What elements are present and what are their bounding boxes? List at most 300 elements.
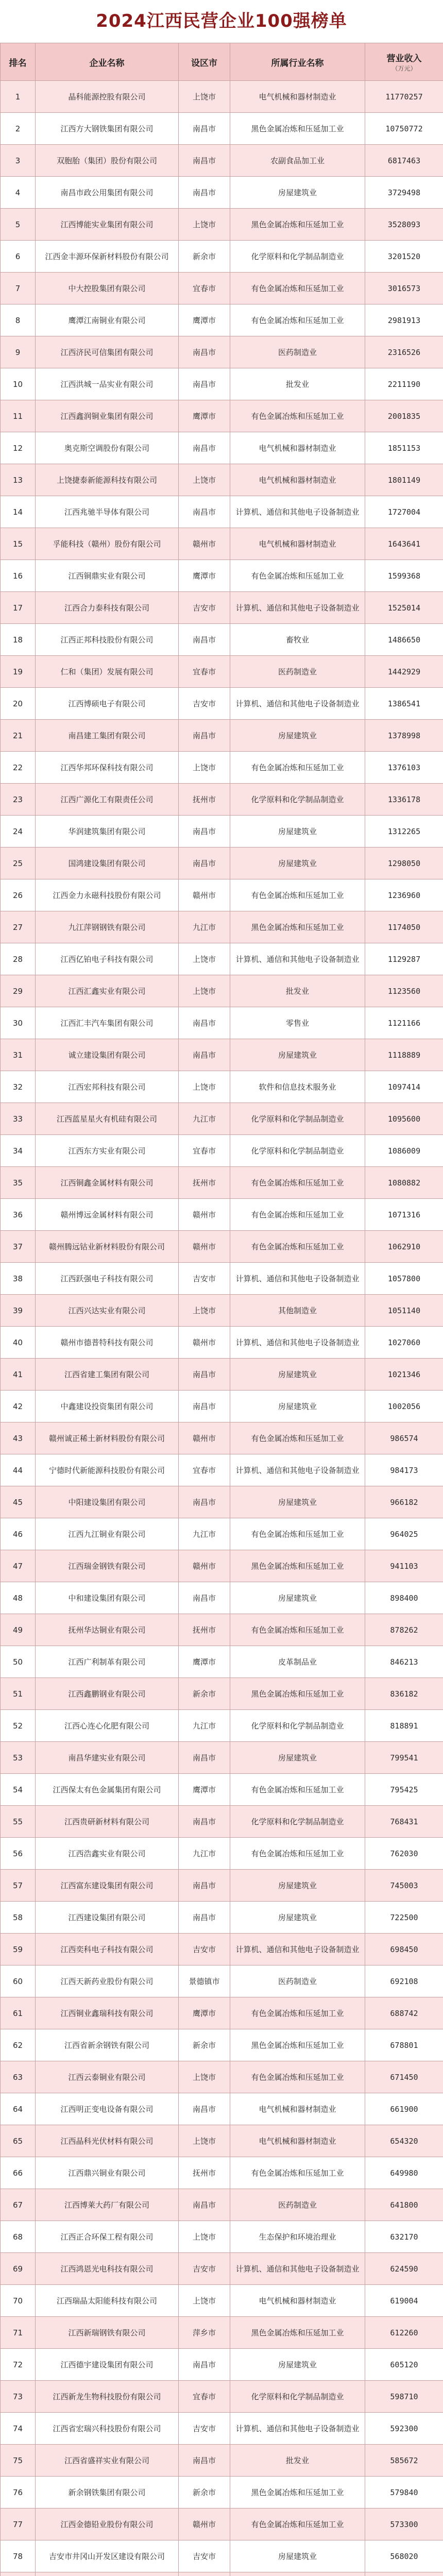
revenue-cell: 1051140	[365, 1295, 443, 1327]
rank-cell: 53	[1, 1742, 36, 1774]
industry-cell: 房屋建筑业	[230, 1359, 365, 1391]
industry-cell: 软件和信息技术服务业	[230, 1071, 365, 1103]
table-row	[1, 1454, 443, 1486]
table-row	[1, 400, 443, 432]
rank-cell: 69	[1, 2253, 36, 2285]
revenue-cell: 641800	[365, 2189, 443, 2221]
city-cell: 赣州市	[179, 1199, 230, 1231]
rank-cell: 42	[1, 1391, 36, 1422]
rank-cell: 72	[1, 2349, 36, 2381]
rank-cell: 8	[1, 304, 36, 336]
revenue-cell: 878262	[365, 1614, 443, 1646]
industry-cell: 电气机械和器材制造业	[230, 81, 365, 113]
table-row	[1, 2125, 443, 2157]
rank-cell: 46	[1, 1518, 36, 1550]
city-cell: 南昌市	[179, 2093, 230, 2125]
company-name-cell: 赣州腾远钴业新材料股份有限公司	[36, 1231, 179, 1263]
revenue-cell: 768431	[365, 1806, 443, 1838]
city-cell: 吉安市	[179, 1263, 230, 1295]
city-cell: 九江市	[179, 1838, 230, 1870]
industry-cell: 房屋建筑业	[230, 2349, 365, 2381]
city-cell: 上饶市	[179, 2125, 230, 2157]
table-row	[1, 1646, 443, 1678]
revenue-cell: 1599368	[365, 560, 443, 592]
company-name-cell: 江西省宏瑞兴科技股份有限公司	[36, 2413, 179, 2445]
rank-cell: 58	[1, 1902, 36, 1934]
industry-cell: 生态保护和环境治理业	[230, 2221, 365, 2253]
city-cell: 南昌市	[179, 1391, 230, 1422]
table-row	[1, 1007, 443, 1039]
city-cell: 赣州市	[179, 528, 230, 560]
industry-cell: 畜牧业	[230, 624, 365, 656]
table-row	[1, 2221, 443, 2253]
table-row	[1, 528, 443, 560]
industry-cell: 黑色金属冶炼和压延加工业	[230, 209, 365, 241]
revenue-cell: 1312265	[365, 816, 443, 848]
company-name-cell: 宁德时代新能源科技股份有限公司	[36, 1454, 179, 1486]
company-name-cell: 上饶捷泰新能源科技有限公司	[36, 464, 179, 496]
rank-cell: 56	[1, 1838, 36, 1870]
table-row	[1, 1135, 443, 1167]
rank-cell: 68	[1, 2221, 36, 2253]
table-row	[1, 2445, 443, 2477]
industry-cell: 计算机、通信和其他电子设备制造业	[230, 1263, 365, 1295]
rank-cell: 14	[1, 496, 36, 528]
city-cell: 南昌市	[179, 368, 230, 400]
industry-cell: 有色金属冶炼和压延加工业	[230, 1167, 365, 1199]
rank-cell: 3	[1, 145, 36, 177]
rank-cell: 44	[1, 1454, 36, 1486]
company-name-cell: 孚能科技（赣州）股份有限公司	[36, 528, 179, 560]
city-cell: 宜春市	[179, 1454, 230, 1486]
revenue-cell: 698450	[365, 1934, 443, 1965]
rank-cell: 30	[1, 1007, 36, 1039]
rank-cell: 76	[1, 2477, 36, 2509]
rank-cell: 37	[1, 1231, 36, 1263]
industry-cell: 房屋建筑业	[230, 1486, 365, 1518]
revenue-cell: 3729498	[365, 177, 443, 209]
table-row	[1, 113, 443, 145]
city-cell: 新余市	[179, 2029, 230, 2061]
industry-cell: 黑色金属冶炼和压延加工业	[230, 1550, 365, 1582]
company-name-cell: 晶科能源控股有限公司	[36, 81, 179, 113]
industry-cell: 医药制造业	[230, 336, 365, 368]
revenue-cell: 1486650	[365, 624, 443, 656]
rank-cell: 25	[1, 848, 36, 879]
revenue-cell: 984173	[365, 1454, 443, 1486]
company-name-cell: 中鑫建设投资集团有限公司	[36, 1391, 179, 1422]
industry-cell: 化学原料和化学制品制造业	[230, 1806, 365, 1838]
industry-cell: 医药制造业	[230, 2189, 365, 2221]
industry-cell: 批发业	[230, 368, 365, 400]
company-name-cell: 中大控股集团有限公司	[36, 273, 179, 304]
rank-cell: 24	[1, 816, 36, 848]
company-name-cell: 江西亿铂电子科技有限公司	[36, 943, 179, 975]
city-cell: 赣州市	[179, 1327, 230, 1359]
industry-cell: 房屋建筑业	[230, 1742, 365, 1774]
table-row	[1, 1486, 443, 1518]
company-name-cell: 江西省盛祥实业有限公司	[36, 2445, 179, 2477]
table-row	[1, 2253, 443, 2285]
table-row	[1, 2317, 443, 2349]
city-cell	[179, 2572, 230, 2576]
revenue-cell: 619004	[365, 2285, 443, 2317]
city-cell: 九江市	[179, 911, 230, 943]
rank-cell: 39	[1, 1295, 36, 1327]
table-row	[1, 1231, 443, 1263]
table-row	[1, 879, 443, 911]
company-name-cell: 江西鼎兴铜业有限公司	[36, 2157, 179, 2189]
industry-cell: 有色金属冶炼和压延加工业	[230, 2157, 365, 2189]
industry-cell: 房屋建筑业	[230, 177, 365, 209]
industry-cell: 化学原料和化学制品制造业	[230, 1710, 365, 1742]
industry-cell: 房屋建筑业	[230, 1870, 365, 1902]
industry-cell: 计算机、通信和其他电子设备制造业	[230, 688, 365, 720]
revenue-cell: 3201520	[365, 241, 443, 273]
revenue-cell: 1378998	[365, 720, 443, 752]
rank-cell: 2	[1, 113, 36, 145]
table-row	[1, 1550, 443, 1582]
industry-cell: 黑色金属冶炼和压延加工业	[230, 2029, 365, 2061]
company-name-cell: 江西正邦科技股份有限公司	[36, 624, 179, 656]
rank-cell: 75	[1, 2445, 36, 2477]
city-cell: 上饶市	[179, 2285, 230, 2317]
industry-cell: 房屋建筑业	[230, 1582, 365, 1614]
city-cell: 南昌市	[179, 1007, 230, 1039]
industry-cell: 计算机、通信和其他电子设备制造业	[230, 1454, 365, 1486]
revenue-cell: 836182	[365, 1678, 443, 1710]
company-name-cell: 江西博硕电子有限公司	[36, 688, 179, 720]
revenue-cell: 568020	[365, 2540, 443, 2572]
revenue-cell: 1002056	[365, 1391, 443, 1422]
table-row	[1, 2061, 443, 2093]
company-name-cell: 江西蓝星星火有机硅有限公司	[36, 1103, 179, 1135]
rank-cell: 59	[1, 1934, 36, 1965]
table-row	[1, 975, 443, 1007]
industry-cell: 计算机、通信和其他电子设备制造业	[230, 592, 365, 624]
industry-cell: 电气机械和器材制造业	[230, 2125, 365, 2157]
industry-cell: 黑色金属冶炼和压延加工业	[230, 113, 365, 145]
city-cell: 鹰潭市	[179, 400, 230, 432]
industry-cell: 有色金属冶炼和压延加工业	[230, 400, 365, 432]
city-cell: 南昌市	[179, 496, 230, 528]
company-name-cell: 中和建设集团有限公司	[36, 1582, 179, 1614]
rank-cell: 62	[1, 2029, 36, 2061]
revenue-cell: 3016573	[365, 273, 443, 304]
city-cell: 南昌市	[179, 2445, 230, 2477]
revenue-cell: 986574	[365, 1422, 443, 1454]
industry-cell: 有色金属冶炼和压延加工业	[230, 752, 365, 784]
table-row	[1, 624, 443, 656]
company-name-cell: 江西广利制革有限公司	[36, 1646, 179, 1678]
industry-cell: 计算机、通信和其他电子设备制造业	[230, 2253, 365, 2285]
rank-cell: 35	[1, 1167, 36, 1199]
company-name-cell: 江西瑞晶太阳能科技有限公司	[36, 2285, 179, 2317]
city-cell: 上饶市	[179, 975, 230, 1007]
table-row	[1, 911, 443, 943]
revenue-cell: 6817463	[365, 145, 443, 177]
rank-cell: 55	[1, 1806, 36, 1838]
city-cell: 吉安市	[179, 2540, 230, 2572]
city-cell: 萍乡市	[179, 2317, 230, 2349]
industry-cell: 农副食品加工业	[230, 145, 365, 177]
rank-cell: 57	[1, 1870, 36, 1902]
revenue-cell: 654320	[365, 2125, 443, 2157]
industry-cell: 有色金属冶炼和压延加工业	[230, 2061, 365, 2093]
page-title: 2024江西民营企业100强榜单	[0, 0, 443, 43]
table-row	[1, 432, 443, 464]
industry-cell: 有色金属冶炼和压延加工业	[230, 560, 365, 592]
company-name-cell: 江西新龙生物科技股份有限公司	[36, 2381, 179, 2413]
table-row	[1, 368, 443, 400]
rank-cell: 43	[1, 1422, 36, 1454]
revenue-cell: 1525014	[365, 592, 443, 624]
revenue-cell: 1129287	[365, 943, 443, 975]
company-name-cell: 江西天新药业股份有限公司	[36, 1965, 179, 1997]
industry-cell: 有色金属冶炼和压延加工业	[230, 1614, 365, 1646]
city-cell: 新余市	[179, 241, 230, 273]
city-cell: 赣州市	[179, 2509, 230, 2540]
company-name-cell: 江西广源化工有限责任公司	[36, 784, 179, 816]
industry-cell: 化学原料和化学制品制造业	[230, 2381, 365, 2413]
industry-cell: 房屋建筑业	[230, 2540, 365, 2572]
company-name-cell: 江西云泰铜业有限公司	[36, 2061, 179, 2093]
company-name-cell: 赣州博远金属材料有限公司	[36, 1199, 179, 1231]
revenue-cell: 649980	[365, 2157, 443, 2189]
city-cell: 南昌市	[179, 2349, 230, 2381]
company-name-cell: 赣州市德普特科技有限公司	[36, 1327, 179, 1359]
revenue-cell: 585672	[365, 2445, 443, 2477]
industry-cell: 零售业	[230, 1007, 365, 1039]
table-row	[1, 1039, 443, 1071]
rank-cell: 36	[1, 1199, 36, 1231]
city-cell: 宜春市	[179, 1135, 230, 1167]
city-cell: 吉安市	[179, 1934, 230, 1965]
revenue-cell: 592300	[365, 2413, 443, 2445]
revenue-cell: 1801149	[365, 464, 443, 496]
industry-cell: 有色金属冶炼和压延加工业	[230, 1231, 365, 1263]
rank-cell: 18	[1, 624, 36, 656]
company-name-cell: 江西方大钢铁集团有限公司	[36, 113, 179, 145]
industry-cell: 计算机、通信和其他电子设备制造业	[230, 2413, 365, 2445]
table-row	[1, 81, 443, 113]
rank-cell: 32	[1, 1071, 36, 1103]
rank-cell: 21	[1, 720, 36, 752]
city-cell: 鹰潭市	[179, 560, 230, 592]
table-row	[1, 304, 443, 336]
revenue-cell: 1376103	[365, 752, 443, 784]
company-name-cell: 江西铜业鑫瑞科技有限公司	[36, 1997, 179, 2029]
industry-cell: 计算机、通信和其他电子设备制造业	[230, 1327, 365, 1359]
industry-cell: 批发业	[230, 2445, 365, 2477]
table-row	[1, 241, 443, 273]
company-name-cell: 江西汇鑫实业有限公司	[36, 975, 179, 1007]
revenue-cell: 2981913	[365, 304, 443, 336]
rank-cell: 67	[1, 2189, 36, 2221]
table-row	[1, 273, 443, 304]
revenue-cell: 966182	[365, 1486, 443, 1518]
company-name-cell: 南昌市政公用集团有限公司	[36, 177, 179, 209]
rank-cell: 9	[1, 336, 36, 368]
industry-cell: 有色金属冶炼和压延加工业	[230, 273, 365, 304]
company-name-cell: 江西兴达实业有限公司	[36, 1295, 179, 1327]
table-row	[1, 1806, 443, 1838]
rank-cell: 20	[1, 688, 36, 720]
city-cell: 上饶市	[179, 1295, 230, 1327]
revenue-cell: 1095600	[365, 1103, 443, 1135]
industry-cell: 化学原料和化学制品制造业	[230, 241, 365, 273]
city-cell: 南昌市	[179, 2189, 230, 2221]
company-name-cell: 九江萍钢钢铁有限公司	[36, 911, 179, 943]
industry-cell: 房屋建筑业	[230, 848, 365, 879]
rank-cell: 26	[1, 879, 36, 911]
industry-cell: 化学原料和化学制品制造业	[230, 1135, 365, 1167]
table-row	[1, 816, 443, 848]
city-cell: 吉安市	[179, 2253, 230, 2285]
industry-cell: 电气机械和器材制造业	[230, 528, 365, 560]
company-name-cell	[36, 2572, 179, 2576]
industry-cell	[230, 2572, 365, 2576]
rank-cell: 65	[1, 2125, 36, 2157]
rank-cell: 19	[1, 656, 36, 688]
column-header-city: 设区市	[179, 43, 230, 81]
company-name-cell: 抚州华达铜业有限公司	[36, 1614, 179, 1646]
industry-cell: 医药制造业	[230, 1965, 365, 1997]
city-cell: 上饶市	[179, 209, 230, 241]
table-row	[1, 2093, 443, 2125]
rank-cell: 64	[1, 2093, 36, 2125]
rank-cell: 1	[1, 81, 36, 113]
rank-cell: 4	[1, 177, 36, 209]
revenue-cell: 818891	[365, 1710, 443, 1742]
company-name-cell: 中阳建设集团有限公司	[36, 1486, 179, 1518]
city-cell: 新余市	[179, 2477, 230, 2509]
city-cell: 南昌市	[179, 1039, 230, 1071]
company-name-cell: 江西正合环保工程有限公司	[36, 2221, 179, 2253]
revenue-cell: 1386541	[365, 688, 443, 720]
city-cell: 南昌市	[179, 1870, 230, 1902]
rank-cell: 73	[1, 2381, 36, 2413]
company-name-cell: 江西华邦环保科技有限公司	[36, 752, 179, 784]
industry-cell: 计算机、通信和其他电子设备制造业	[230, 1934, 365, 1965]
table-row	[1, 1710, 443, 1742]
industry-cell: 有色金属冶炼和压延加工业	[230, 1422, 365, 1454]
city-cell: 九江市	[179, 1518, 230, 1550]
table-row	[1, 2285, 443, 2317]
industry-cell: 房屋建筑业	[230, 1039, 365, 1071]
company-name-cell: 江西建设集团有限公司	[36, 1902, 179, 1934]
rank-cell: 47	[1, 1550, 36, 1582]
rank-cell: 17	[1, 592, 36, 624]
company-name-cell: 江西明正变电设备有限公司	[36, 2093, 179, 2125]
industry-cell: 有色金属冶炼和压延加工业	[230, 1199, 365, 1231]
table-row	[1, 1071, 443, 1103]
table-row	[1, 1934, 443, 1965]
rank-cell: 71	[1, 2317, 36, 2349]
company-name-cell: 江西跃强电子科技有限公司	[36, 1263, 179, 1295]
column-header-name: 企业名称	[36, 43, 179, 81]
company-name-cell: 江西省新余钢铁有限公司	[36, 2029, 179, 2061]
company-name-cell: 国鸿建设集团有限公司	[36, 848, 179, 879]
column-header-industry: 所属行业名称	[230, 43, 365, 81]
industry-cell: 有色金属冶炼和压延加工业	[230, 1518, 365, 1550]
rank-cell: 33	[1, 1103, 36, 1135]
industry-cell: 黑色金属冶炼和压延加工业	[230, 2477, 365, 2509]
industry-cell: 有色金属冶炼和压延加工业	[230, 304, 365, 336]
city-cell: 南昌市	[179, 1486, 230, 1518]
revenue-cell: 579840	[365, 2477, 443, 2509]
revenue-cell: 1118889	[365, 1039, 443, 1071]
table-row	[1, 1678, 443, 1710]
rank-cell: 15	[1, 528, 36, 560]
revenue-cell: 1097414	[365, 1071, 443, 1103]
rank-cell: 54	[1, 1774, 36, 1806]
industry-cell: 有色金属冶炼和压延加工业	[230, 1838, 365, 1870]
company-name-cell: 南昌华建实业有限公司	[36, 1742, 179, 1774]
table-row	[1, 2189, 443, 2221]
revenue-cell: 3528093	[365, 209, 443, 241]
industry-cell: 电气机械和器材制造业	[230, 2285, 365, 2317]
city-cell: 上饶市	[179, 1071, 230, 1103]
rank-cell: 12	[1, 432, 36, 464]
city-cell: 吉安市	[179, 2413, 230, 2445]
revenue-cell: 688742	[365, 1997, 443, 2029]
rank-cell	[1, 2572, 36, 2576]
revenue-cell: 722500	[365, 1902, 443, 1934]
company-name-cell: 江西洪城一品实业有限公司	[36, 368, 179, 400]
company-name-cell: 诚立建设集团有限公司	[36, 1039, 179, 1071]
rank-cell: 13	[1, 464, 36, 496]
table-row	[1, 1838, 443, 1870]
revenue-cell: 624590	[365, 2253, 443, 2285]
revenue-cell: 799541	[365, 1742, 443, 1774]
company-name-cell: 吉安市井冈山开发区建设有限公司	[36, 2540, 179, 2572]
revenue-cell: 846213	[365, 1646, 443, 1678]
city-cell: 九江市	[179, 1710, 230, 1742]
rank-cell: 16	[1, 560, 36, 592]
rank-cell: 22	[1, 752, 36, 784]
company-name-cell: 江西浩鑫实业有限公司	[36, 1838, 179, 1870]
city-cell: 赣州市	[179, 879, 230, 911]
table-row	[1, 560, 443, 592]
company-name-cell: 江西晶科光伏材料有限公司	[36, 2125, 179, 2157]
industry-cell: 有色金属冶炼和压延加工业	[230, 2509, 365, 2540]
revenue-cell: 678801	[365, 2029, 443, 2061]
city-cell: 上饶市	[179, 752, 230, 784]
revenue-cell: 598710	[365, 2381, 443, 2413]
rank-cell: 60	[1, 1965, 36, 1997]
city-cell: 抚州市	[179, 784, 230, 816]
table-row	[1, 2029, 443, 2061]
table-row	[1, 145, 443, 177]
company-name-cell: 江西新瑞钢铁有限公司	[36, 2317, 179, 2349]
rank-cell: 29	[1, 975, 36, 1007]
city-cell: 鹰潭市	[179, 1646, 230, 1678]
revenue-cell: 2001835	[365, 400, 443, 432]
industry-cell: 医药制造业	[230, 656, 365, 688]
industry-cell: 房屋建筑业	[230, 816, 365, 848]
table-row	[1, 336, 443, 368]
table-row	[1, 1327, 443, 1359]
company-name-cell: 江西金丰源环保新材料股份有限公司	[36, 241, 179, 273]
industry-cell: 批发业	[230, 975, 365, 1007]
company-name-cell: 江西鑫鹏钢业有限公司	[36, 1678, 179, 1710]
industry-cell: 有色金属冶炼和压延加工业	[230, 1997, 365, 2029]
company-name-cell: 江西宏邦科技有限公司	[36, 1071, 179, 1103]
rank-cell: 34	[1, 1135, 36, 1167]
company-name-cell: 江西富东建设集团有限公司	[36, 1870, 179, 1902]
company-name-cell: 江西奕科电子科技有限公司	[36, 1934, 179, 1965]
